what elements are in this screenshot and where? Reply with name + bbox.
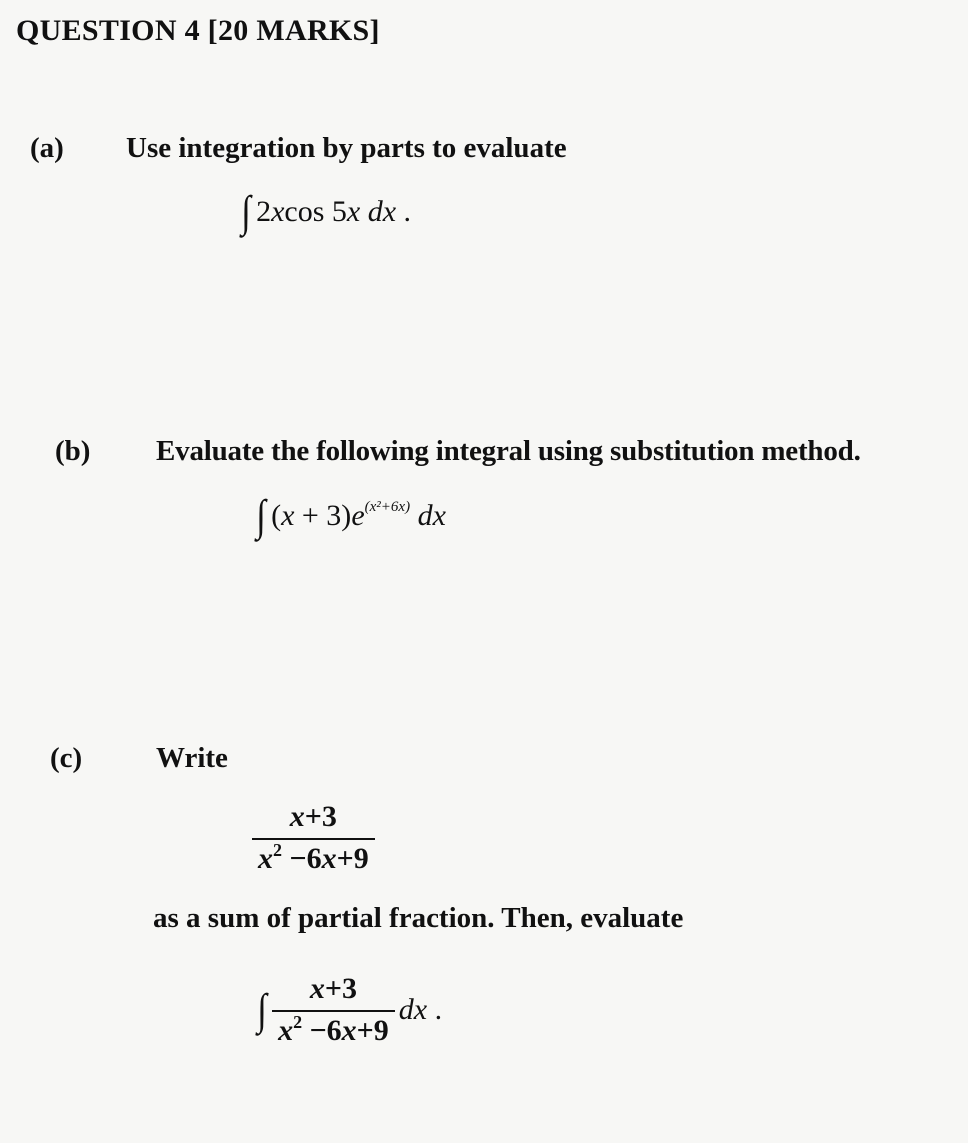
fraction-numerator: x+3 xyxy=(289,800,337,833)
part-c-instruction-write: Write xyxy=(156,742,228,774)
part-c-fraction xyxy=(252,800,375,876)
part-b-label: (b) xyxy=(55,435,91,467)
integral-sign-icon: ∫ xyxy=(256,491,266,540)
part-c-integral xyxy=(256,972,442,1048)
part-c-label: (c) xyxy=(50,742,83,774)
part-b-integral xyxy=(255,491,446,540)
part-a-integrand: 2xcos 5x dx . xyxy=(256,195,412,228)
part-c-dx: dx . xyxy=(398,993,443,1026)
integral-fraction-numerator: x+3 xyxy=(309,972,357,1005)
integral-sign-icon: ∫ xyxy=(257,985,267,1034)
part-a-label: (a) xyxy=(30,132,64,164)
part-a-instruction: Use integration by parts to evaluate xyxy=(126,132,567,164)
part-b-instruction: Evaluate the following integral using substitution method. xyxy=(156,435,861,467)
part-c-instruction-partial: as a sum of partial fraction. Then, evaluate xyxy=(153,902,684,934)
question-heading: QUESTION 4 [20 MARKS] xyxy=(16,14,380,47)
part-b-integrand: $(x + 3)e^{(x^2+6x)}$ dx xyxy=(271,499,446,532)
part-a-integral xyxy=(240,187,412,236)
integral-fraction-denominator: $x^2 -6x+9$ xyxy=(272,1010,395,1048)
integral-sign-icon: ∫ xyxy=(241,187,251,236)
fraction-denominator: $x^2 -6x+9$ xyxy=(252,838,375,876)
